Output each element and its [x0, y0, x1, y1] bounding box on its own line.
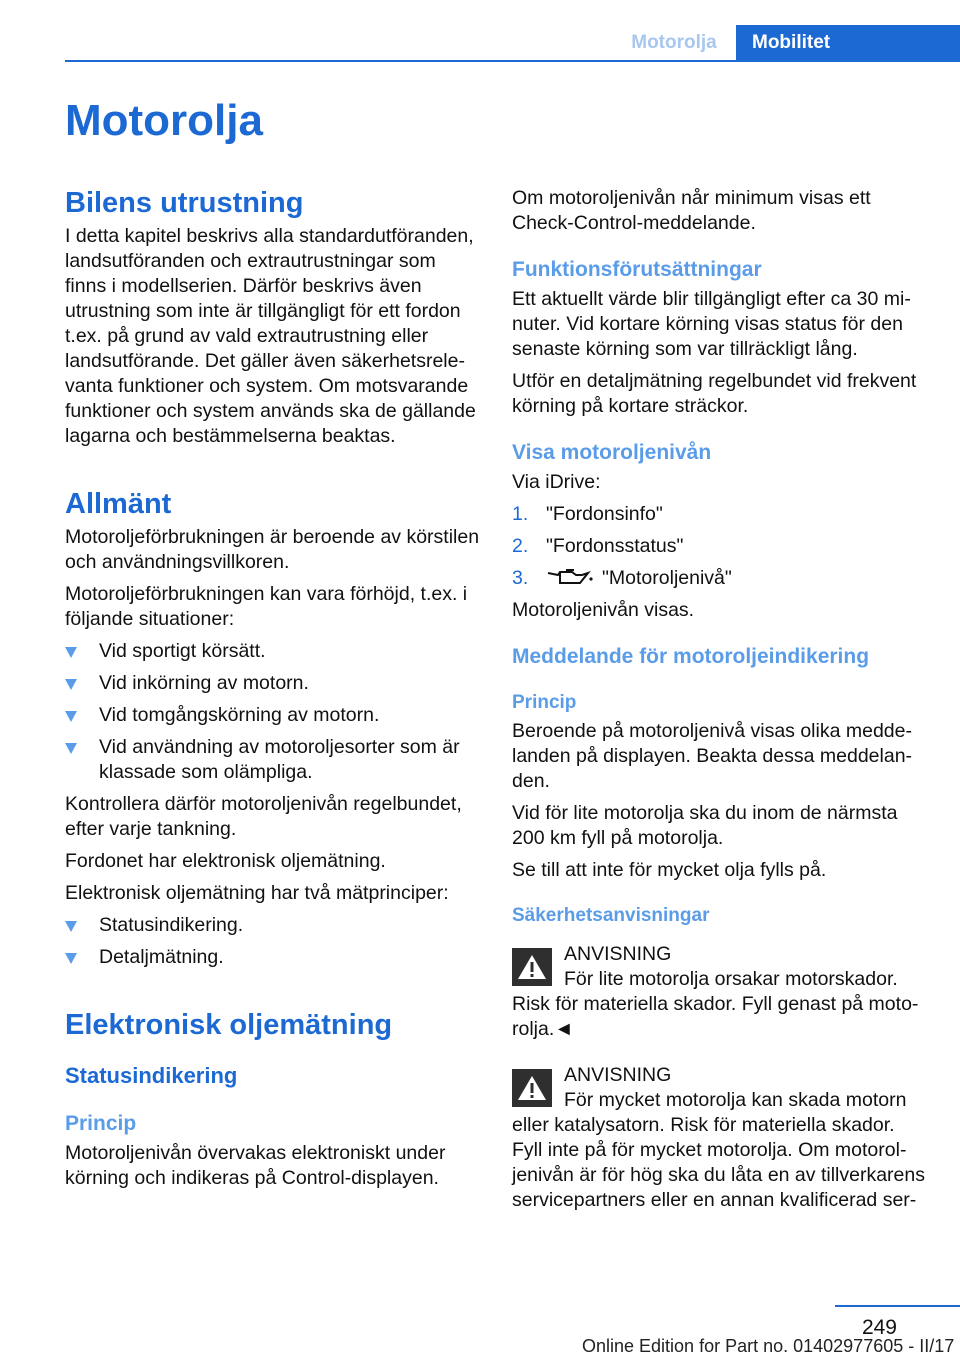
general-text-1: Motoroljeförbrukningen är beroende av körstilen och användningsvillkoren. — [65, 526, 480, 573]
warning-icon — [512, 948, 552, 986]
list-item: Detaljmätning. — [65, 945, 480, 970]
check-text: Kontrollera därför motoroljenivån regelbundet, efter varje tankning. — [65, 793, 462, 840]
page-title: Motorolja — [65, 96, 263, 145]
minimum-text: Om motoroljenivån når minimum visas ett Check-Control-meddelande. — [512, 187, 871, 234]
list-item: 1. "Fordonsinfo" — [512, 503, 663, 525]
heading-electronic: Elektronisk oljemätning — [65, 1009, 393, 1041]
via-idrive-text: Via iDrive: — [512, 471, 601, 493]
list-item: Vid sportigt körsätt. — [65, 639, 480, 664]
triangle-bullet-icon — [65, 711, 77, 722]
list-item: Vid inkörning av motorn. — [65, 671, 480, 696]
message-text-3: Se till att inte för mycket olja fylls på. — [512, 859, 827, 881]
heading-message: Meddelande för motoroljeindikering — [512, 645, 870, 668]
list-item: Vid användning av motoroljesorter som är klassade som olämpliga. — [65, 735, 480, 785]
list-item: Statusindikering. — [65, 913, 480, 938]
list-item: Vid tomgångskörning av motorn. — [65, 703, 480, 728]
notice-text: För mycket motorolja kan skada motorn eller katalysatorn. Risk för materiella skador. Fyll inte på för mycket motorolja. Om motoroljenivån är för hög ska du låta en av tillverkarens servicepartners eller en annan kvalificerad ser‐ — [512, 1089, 925, 1211]
heading-status: Statusindikering — [65, 1063, 238, 1088]
general-text-2: Motoroljeförbrukningen kan vara förhöjd, t.ex. i följande situationer: — [65, 583, 468, 630]
triangle-bullet-icon — [65, 647, 77, 658]
principles-list — [65, 913, 480, 970]
heading-requirements: Funktionsförutsättningar — [512, 258, 762, 281]
heading-principle-right: Princip — [512, 692, 577, 713]
notice-block — [512, 1063, 930, 1220]
principle-text: Motoroljenivån övervakas elektroniskt under körning och indikeras på Control-displayen. — [65, 1142, 446, 1189]
notice-block — [512, 942, 930, 1049]
electronic-text: Fordonet har elektronisk oljemätning. — [65, 850, 386, 872]
steps-list — [512, 502, 930, 591]
heading-equipment: Bilens utrustning — [65, 187, 304, 219]
displayed-text: Motoroljenivån visas. — [512, 599, 695, 621]
header-rule — [65, 60, 960, 62]
section-tab: Motorolja — [631, 32, 717, 53]
heading-show-oil-level: Visa motoroljenivån — [512, 441, 712, 464]
list-item: 2. "Fordonsstatus" — [512, 535, 684, 557]
notice-text: För lite motorolja orsakar motorskador. Risk för materiella skador. Fyll genast på motorolja.◄ — [512, 968, 919, 1040]
oil-can-icon — [546, 567, 594, 587]
footer-rule — [835, 1305, 960, 1307]
requirements-text-2: Utför en detaljmätning regelbundet vid frekvent körning på kortare sträckor. — [512, 370, 917, 417]
triangle-bullet-icon — [65, 921, 77, 932]
chapter-tab: Mobilitet — [736, 25, 960, 61]
triangle-bullet-icon — [65, 953, 77, 964]
triangle-bullet-icon — [65, 743, 77, 754]
heading-principle: Princip — [65, 1112, 137, 1135]
requirements-text-1: Ett aktuellt värde blir tillgängligt efter ca 30 minuter. Vid kortare körning visas status för den senaste körning som var tillräckligt lång. — [512, 288, 911, 360]
message-text-2: Vid för lite motorolja ska du inom de närmsta 200 km fyll på motorolja. — [512, 802, 898, 849]
footer-edition: Online Edition for Part no. 01402977605 - II/17 — [582, 1336, 955, 1356]
notice-title: ANVISNING — [564, 1064, 672, 1086]
principles-text: Elektronisk oljemätning har två mätprinciper: — [65, 882, 449, 904]
list-item: 3. "Motoroljenivå" — [512, 567, 732, 589]
heading-safety: Säkerhetsanvisningar — [512, 905, 710, 926]
situations-list — [65, 639, 480, 785]
message-text-1: Beroende på motoroljenivå visas olika meddelanden på displayen. Beakta dessa meddelanden. — [512, 720, 913, 792]
left-column — [65, 186, 480, 1198]
heading-general: Allmänt — [65, 488, 172, 520]
warning-icon — [512, 1069, 552, 1107]
triangle-bullet-icon — [65, 679, 77, 690]
equipment-text: I detta kapitel beskrivs alla standardutföranden, landsutföranden och extrautrustningar som finns i modellserien. Därför beskrivs även utrustning som inte är tillgängligt för ett fordon t.ex. på grund av vald extrautrustning eller landsutförande. Det gäller även säkerhetsrelevanta funktioner och system. Om motsvarande funktioner och system används ska de gällande lagarna och bestämmelserna beaktas. — [65, 225, 476, 447]
right-column — [512, 186, 930, 1227]
header-tabs — [612, 25, 960, 61]
page-number: 249 — [861, 1316, 897, 1339]
notice-title: ANVISNING — [564, 943, 672, 965]
